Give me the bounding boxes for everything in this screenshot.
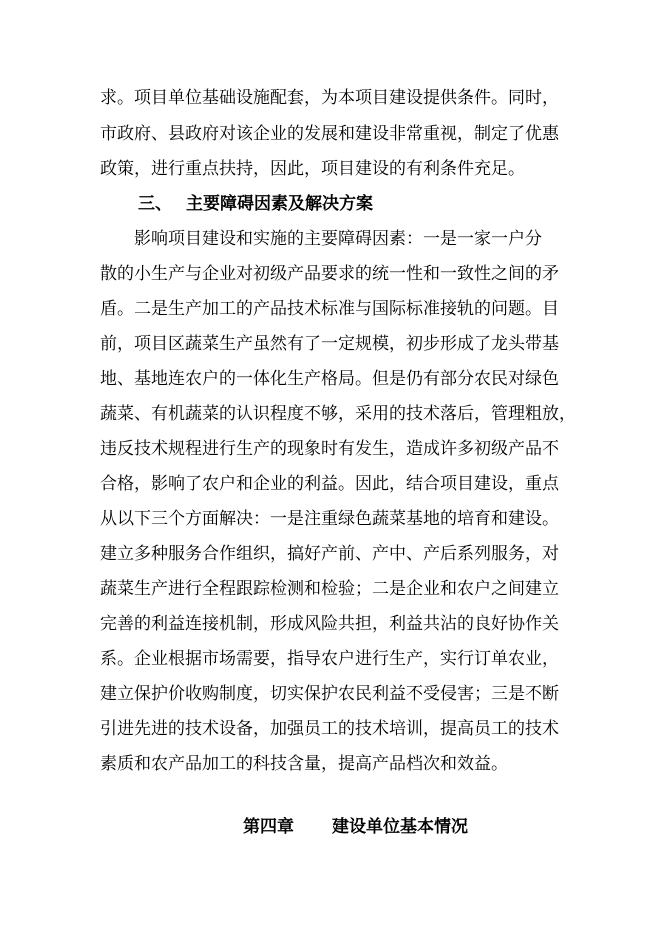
paragraph-line: 系。企业根据市场需要，指导农户进行生产，实行订单农业， bbox=[100, 649, 559, 669]
paragraph-line: 素质和农产品加工的科技含量，提高产品档次和效益。 bbox=[100, 754, 508, 774]
paragraph-line: 违反技术规程进行生产的现象时有发生，造成许多初级产品不 bbox=[100, 439, 559, 459]
chapter-title: 建设单位基本情况 bbox=[332, 817, 468, 837]
paragraph-line: 散的小生产与企业对初级产品要求的统一性和一致性之间的矛 bbox=[100, 264, 559, 284]
paragraph-line: 建立多种服务合作组织，搞好产前、产中、产后系列服务，对 bbox=[100, 544, 559, 564]
paragraph-line: 地、基地连农户的一体化生产格局。但是仍有部分农民对绿色 bbox=[100, 369, 559, 389]
paragraph-line: 完善的利益连接机制，形成风险共担，利益共沾的良好协作关 bbox=[100, 614, 559, 634]
paragraph-line: 政策，进行重点扶持，因此，项目建设的有利条件充足。 bbox=[100, 159, 525, 179]
paragraph-line: 市政府、县政府对该企业的发展和建设非常重视，制定了优惠 bbox=[100, 124, 559, 144]
paragraph-line: 蔬菜生产进行全程跟踪检测和检验；二是企业和农户之间建立 bbox=[100, 579, 559, 599]
paragraph-line: 从以下三个方面解决：一是注重绿色蔬菜基地的培育和建设。 bbox=[100, 509, 559, 529]
paragraph-line: 合格，影响了农户和企业的利益。因此，结合项目建设，重点 bbox=[100, 474, 559, 494]
section-number: 三、 bbox=[138, 194, 172, 214]
paragraph-line: 引进先进的技术设备，加强员工的技术培训，提高员工的技术 bbox=[100, 719, 559, 739]
paragraph-line: 蔬菜、有机蔬菜的认识程度不够，采用的技术落后，管理粗放， bbox=[100, 404, 576, 424]
paragraph-line: 求。项目单位基础设施配套，为本项目建设提供条件。同时， bbox=[100, 88, 559, 108]
paragraph-line: 前，项目区蔬菜生产虽然有了一定规模，初步形成了龙头带基 bbox=[100, 334, 559, 354]
paragraph-line: 影响项目建设和实施的主要障碍因素：一是一家一户分 bbox=[134, 229, 542, 249]
section-title: 主要障碍因素及解决方案 bbox=[186, 194, 373, 214]
paragraph-line: 盾。二是生产加工的产品技术标准与国际标准接轨的问题。目 bbox=[100, 299, 559, 319]
chapter-number: 第四章 bbox=[243, 817, 294, 837]
paragraph-line: 建立保护价收购制度，切实保护农民利益不受侵害；三是不断 bbox=[100, 684, 559, 704]
